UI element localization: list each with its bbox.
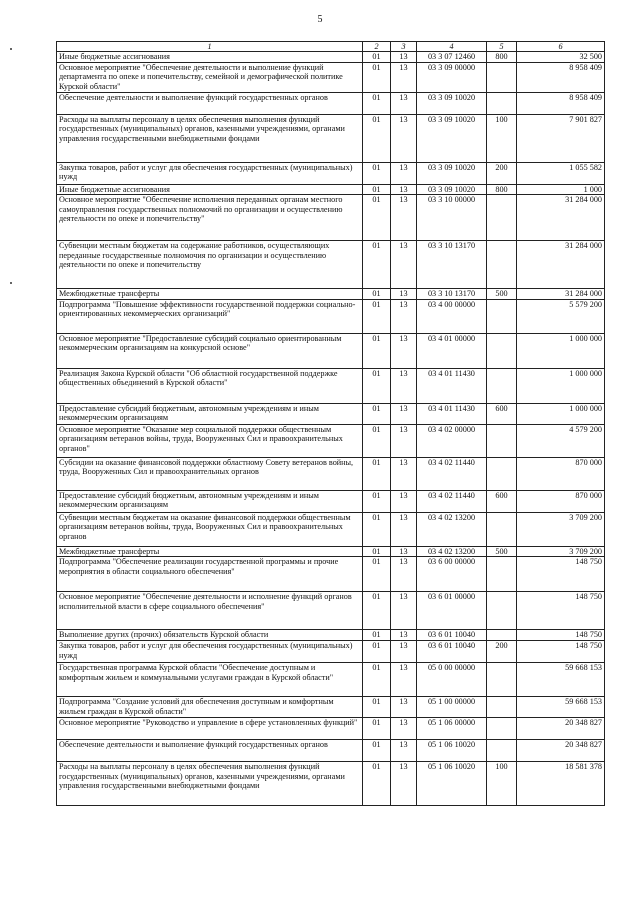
amount-cell: 20 348 827: [517, 739, 605, 761]
expense-type-cell: 600: [487, 490, 517, 512]
amount-cell: 59 668 153: [517, 662, 605, 696]
subsection-code-cell: 13: [391, 195, 417, 241]
column-header: 6: [517, 42, 605, 52]
amount-cell: 1 055 582: [517, 162, 605, 184]
table-row: [57, 717, 605, 739]
section-code-cell: 01: [363, 490, 391, 512]
table-row: [57, 114, 605, 162]
subsection-code-cell: 13: [391, 512, 417, 546]
row-name-cell: Реализация Закона Курской области "Об областной государственной поддержке общественных объединений в Курской области": [57, 368, 363, 403]
target-article-cell: 05 1 06 00000: [417, 717, 487, 739]
table-row: [57, 184, 605, 195]
amount-cell: 148 750: [517, 592, 605, 630]
margin-mark: [10, 48, 12, 50]
table-row: [57, 299, 605, 333]
expense-type-cell: 600: [487, 403, 517, 424]
amount-cell: 148 750: [517, 640, 605, 662]
target-article-cell: 05 1 06 10020: [417, 761, 487, 805]
target-article-cell: 05 0 00 00000: [417, 662, 487, 696]
expense-type-cell: 100: [487, 761, 517, 805]
amount-cell: 18 581 378: [517, 761, 605, 805]
amount-cell: 870 000: [517, 490, 605, 512]
subsection-code-cell: 13: [391, 184, 417, 195]
section-code-cell: 01: [363, 368, 391, 403]
amount-cell: 1 000 000: [517, 333, 605, 368]
section-code-cell: 01: [363, 696, 391, 717]
subsection-code-cell: 13: [391, 424, 417, 457]
section-code-cell: 01: [363, 92, 391, 114]
section-code-cell: 01: [363, 184, 391, 195]
margin-mark: [10, 282, 12, 284]
subsection-code-cell: 13: [391, 241, 417, 289]
row-name-cell: Подпрограмма "Создание условий для обеспечения доступным и комфортным жильем граждан в Курской области": [57, 696, 363, 717]
target-article-cell: 03 4 02 11440: [417, 490, 487, 512]
section-code-cell: 01: [363, 424, 391, 457]
column-header: 3: [391, 42, 417, 52]
row-name-cell: Основное мероприятие "Обеспечение деятельности и исполнение функций органов исполнительной власти в сфере социального обеспечения": [57, 592, 363, 630]
row-name-cell: Межбюджетные трансферты: [57, 546, 363, 557]
expense-type-cell: [487, 62, 517, 92]
row-name-cell: Расходы на выплаты персоналу в целях обеспечения выполнения функций государственных (муниципальных) органов, казенными учреждениями, органами управления государственными внебюджетными фондами: [57, 761, 363, 805]
expense-type-cell: [487, 630, 517, 641]
subsection-code-cell: 13: [391, 333, 417, 368]
amount-cell: 4 579 200: [517, 424, 605, 457]
section-code-cell: 01: [363, 195, 391, 241]
expense-type-cell: 800: [487, 52, 517, 63]
target-article-cell: 03 3 07 12460: [417, 52, 487, 63]
amount-cell: 8 958 409: [517, 92, 605, 114]
table-row: [57, 696, 605, 717]
subsection-code-cell: 13: [391, 299, 417, 333]
table-row: [57, 52, 605, 63]
table-row: [57, 195, 605, 241]
amount-cell: 31 284 000: [517, 289, 605, 300]
table-row: [57, 92, 605, 114]
subsection-code-cell: 13: [391, 490, 417, 512]
expense-type-cell: [487, 512, 517, 546]
expense-type-cell: [487, 557, 517, 592]
section-code-cell: 01: [363, 717, 391, 739]
row-name-cell: Иные бюджетные ассигнования: [57, 184, 363, 195]
row-name-cell: Предоставление субсидий бюджетным, автономным учреждениям и иным некоммерческим организациям: [57, 403, 363, 424]
expense-type-cell: 100: [487, 114, 517, 162]
section-code-cell: 01: [363, 62, 391, 92]
target-article-cell: 03 3 10 13170: [417, 289, 487, 300]
amount-cell: 148 750: [517, 557, 605, 592]
expense-type-cell: [487, 195, 517, 241]
row-name-cell: Субсидии на оказание финансовой поддержки областному Совету ветеранов войны, труда, Вооруженных Сил и правоохранительных органов: [57, 457, 363, 490]
section-code-cell: 01: [363, 662, 391, 696]
section-code-cell: 01: [363, 592, 391, 630]
table-row: [57, 662, 605, 696]
subsection-code-cell: 13: [391, 696, 417, 717]
subsection-code-cell: 13: [391, 662, 417, 696]
expense-type-cell: [487, 92, 517, 114]
target-article-cell: 03 6 01 00000: [417, 592, 487, 630]
row-name-cell: Межбюджетные трансферты: [57, 289, 363, 300]
subsection-code-cell: 13: [391, 717, 417, 739]
table-row: [57, 457, 605, 490]
subsection-code-cell: 13: [391, 403, 417, 424]
amount-cell: 3 709 200: [517, 546, 605, 557]
target-article-cell: 03 4 01 00000: [417, 333, 487, 368]
expense-type-cell: [487, 592, 517, 630]
table-row: [57, 630, 605, 641]
target-article-cell: 03 3 09 10020: [417, 184, 487, 195]
row-name-cell: Обеспечение деятельности и выполнение функций государственных органов: [57, 92, 363, 114]
amount-cell: 20 348 827: [517, 717, 605, 739]
target-article-cell: 03 4 02 00000: [417, 424, 487, 457]
amount-cell: 32 500: [517, 52, 605, 63]
table-row: [57, 424, 605, 457]
amount-cell: 59 668 153: [517, 696, 605, 717]
expense-type-cell: [487, 333, 517, 368]
expense-type-cell: [487, 457, 517, 490]
subsection-code-cell: 13: [391, 630, 417, 641]
section-code-cell: 01: [363, 546, 391, 557]
expense-type-cell: 200: [487, 640, 517, 662]
expense-type-cell: [487, 696, 517, 717]
target-article-cell: 03 4 02 13200: [417, 512, 487, 546]
table-row: [57, 333, 605, 368]
amount-cell: 7 901 827: [517, 114, 605, 162]
budget-table: [56, 41, 605, 806]
column-header: 4: [417, 42, 487, 52]
expense-type-cell: 200: [487, 162, 517, 184]
subsection-code-cell: 13: [391, 457, 417, 490]
amount-cell: 1 000 000: [517, 403, 605, 424]
expense-type-cell: 800: [487, 184, 517, 195]
section-code-cell: 01: [363, 630, 391, 641]
target-article-cell: 03 6 00 00000: [417, 557, 487, 592]
section-code-cell: 01: [363, 52, 391, 63]
amount-cell: 31 284 000: [517, 241, 605, 289]
target-article-cell: 03 3 09 10020: [417, 162, 487, 184]
section-code-cell: 01: [363, 289, 391, 300]
subsection-code-cell: 13: [391, 162, 417, 184]
expense-type-cell: 500: [487, 289, 517, 300]
table-row: [57, 546, 605, 557]
table-row: [57, 490, 605, 512]
row-name-cell: Субвенции местным бюджетам на содержание работников, осуществляющих переданные государственные полномочия по организации и осуществлению деятельности по опеке и попечительству: [57, 241, 363, 289]
row-name-cell: Основное мероприятие "Обеспечение деятельности и выполнение функций департамента по опеке и попечительству, семейной и демографической политике Курской области": [57, 62, 363, 92]
subsection-code-cell: 13: [391, 289, 417, 300]
subsection-code-cell: 13: [391, 739, 417, 761]
amount-cell: 3 709 200: [517, 512, 605, 546]
amount-cell: 1 000: [517, 184, 605, 195]
target-article-cell: 03 3 10 13170: [417, 241, 487, 289]
target-article-cell: 03 4 01 11430: [417, 368, 487, 403]
section-code-cell: 01: [363, 403, 391, 424]
table-row: [57, 62, 605, 92]
subsection-code-cell: 13: [391, 114, 417, 162]
subsection-code-cell: 13: [391, 592, 417, 630]
amount-cell: 1 000 000: [517, 368, 605, 403]
section-code-cell: 01: [363, 761, 391, 805]
section-code-cell: 01: [363, 241, 391, 289]
row-name-cell: Подпрограмма "Повышение эффективности государственной поддержки социально-ориентированных некоммерческих организаций": [57, 299, 363, 333]
row-name-cell: Иные бюджетные ассигнования: [57, 52, 363, 63]
amount-cell: 870 000: [517, 457, 605, 490]
expense-type-cell: [487, 662, 517, 696]
row-name-cell: Государственная программа Курской области "Обеспечение доступным и комфортным жильем и коммунальными услугами граждан в Курской области": [57, 662, 363, 696]
table-row: [57, 592, 605, 630]
row-name-cell: Основное мероприятие "Обеспечение исполнения переданных органам местного самоуправления государственных полномочий по организации и осуществлению деятельности по опеке и попечительству": [57, 195, 363, 241]
subsection-code-cell: 13: [391, 557, 417, 592]
row-name-cell: Основное мероприятие "Руководство и управление в сфере установленных функций": [57, 717, 363, 739]
table-row: [57, 368, 605, 403]
target-article-cell: 03 4 00 00000: [417, 299, 487, 333]
row-name-cell: Закупка товаров, работ и услуг для обеспечения государственных (муниципальных) нужд: [57, 640, 363, 662]
subsection-code-cell: 13: [391, 62, 417, 92]
target-article-cell: 03 3 09 10020: [417, 114, 487, 162]
target-article-cell: 05 1 06 10020: [417, 739, 487, 761]
target-article-cell: 05 1 00 00000: [417, 696, 487, 717]
expense-type-cell: [487, 717, 517, 739]
subsection-code-cell: 13: [391, 92, 417, 114]
table-row: [57, 241, 605, 289]
section-code-cell: 01: [363, 640, 391, 662]
target-article-cell: 03 6 01 10040: [417, 630, 487, 641]
subsection-code-cell: 13: [391, 52, 417, 63]
expense-type-cell: [487, 739, 517, 761]
subsection-code-cell: 13: [391, 640, 417, 662]
column-header: 5: [487, 42, 517, 52]
row-name-cell: Подпрограмма "Обеспечение реализации государственной программы и прочие мероприятия в области социального обеспечения": [57, 557, 363, 592]
target-article-cell: 03 3 09 10020: [417, 92, 487, 114]
row-name-cell: Предоставление субсидий бюджетным, автономным учреждениям и иным некоммерческим организациям: [57, 490, 363, 512]
row-name-cell: Обеспечение деятельности и выполнение функций государственных органов: [57, 739, 363, 761]
target-article-cell: 03 4 02 13200: [417, 546, 487, 557]
target-article-cell: 03 6 01 10040: [417, 640, 487, 662]
section-code-cell: 01: [363, 557, 391, 592]
table-row: [57, 640, 605, 662]
subsection-code-cell: 13: [391, 761, 417, 805]
target-article-cell: 03 4 02 11440: [417, 457, 487, 490]
amount-cell: 148 750: [517, 630, 605, 641]
expense-type-cell: [487, 241, 517, 289]
column-header: 1: [57, 42, 363, 52]
expense-type-cell: [487, 368, 517, 403]
amount-cell: 8 958 409: [517, 62, 605, 92]
table-row: [57, 557, 605, 592]
target-article-cell: 03 4 01 11430: [417, 403, 487, 424]
target-article-cell: 03 3 10 00000: [417, 195, 487, 241]
subsection-code-cell: 13: [391, 546, 417, 557]
table-row: [57, 739, 605, 761]
subsection-code-cell: 13: [391, 368, 417, 403]
page-number: 5: [317, 14, 323, 25]
expense-type-cell: [487, 424, 517, 457]
expense-type-cell: [487, 299, 517, 333]
section-code-cell: 01: [363, 739, 391, 761]
section-code-cell: 01: [363, 299, 391, 333]
row-name-cell: Субвенции местным бюджетам на оказание финансовой поддержки общественным организациям ветеранов войны, труда, Вооруженных Сил и правоохранительных органов: [57, 512, 363, 546]
section-code-cell: 01: [363, 114, 391, 162]
table-header-row: [57, 42, 605, 52]
table-row: [57, 289, 605, 300]
target-article-cell: 03 3 09 00000: [417, 62, 487, 92]
amount-cell: 5 579 200: [517, 299, 605, 333]
table-row: [57, 403, 605, 424]
table-row: [57, 162, 605, 184]
section-code-cell: 01: [363, 512, 391, 546]
column-header: 2: [363, 42, 391, 52]
amount-cell: 31 284 000: [517, 195, 605, 241]
section-code-cell: 01: [363, 333, 391, 368]
row-name-cell: Закупка товаров, работ и услуг для обеспечения государственных (муниципальных) нужд: [57, 162, 363, 184]
section-code-cell: 01: [363, 162, 391, 184]
table-row: [57, 761, 605, 805]
section-code-cell: 01: [363, 457, 391, 490]
row-name-cell: Расходы на выплаты персоналу в целях обеспечения выполнения функций государственных (муниципальных) органов, казенными учреждениями, органами управления государственными внебюджетными фондами: [57, 114, 363, 162]
row-name-cell: Выполнение других (прочих) обязательств Курской области: [57, 630, 363, 641]
row-name-cell: Основное мероприятие "Предоставление субсидий социально ориентированным некоммерческим организациям на конкурсной основе": [57, 333, 363, 368]
expense-type-cell: 500: [487, 546, 517, 557]
row-name-cell: Основное мероприятие "Оказание мер социальной поддержки общественным организациям ветеранов войны, труда, Вооруженных Сил и правоохранительных органов": [57, 424, 363, 457]
table-row: [57, 512, 605, 546]
